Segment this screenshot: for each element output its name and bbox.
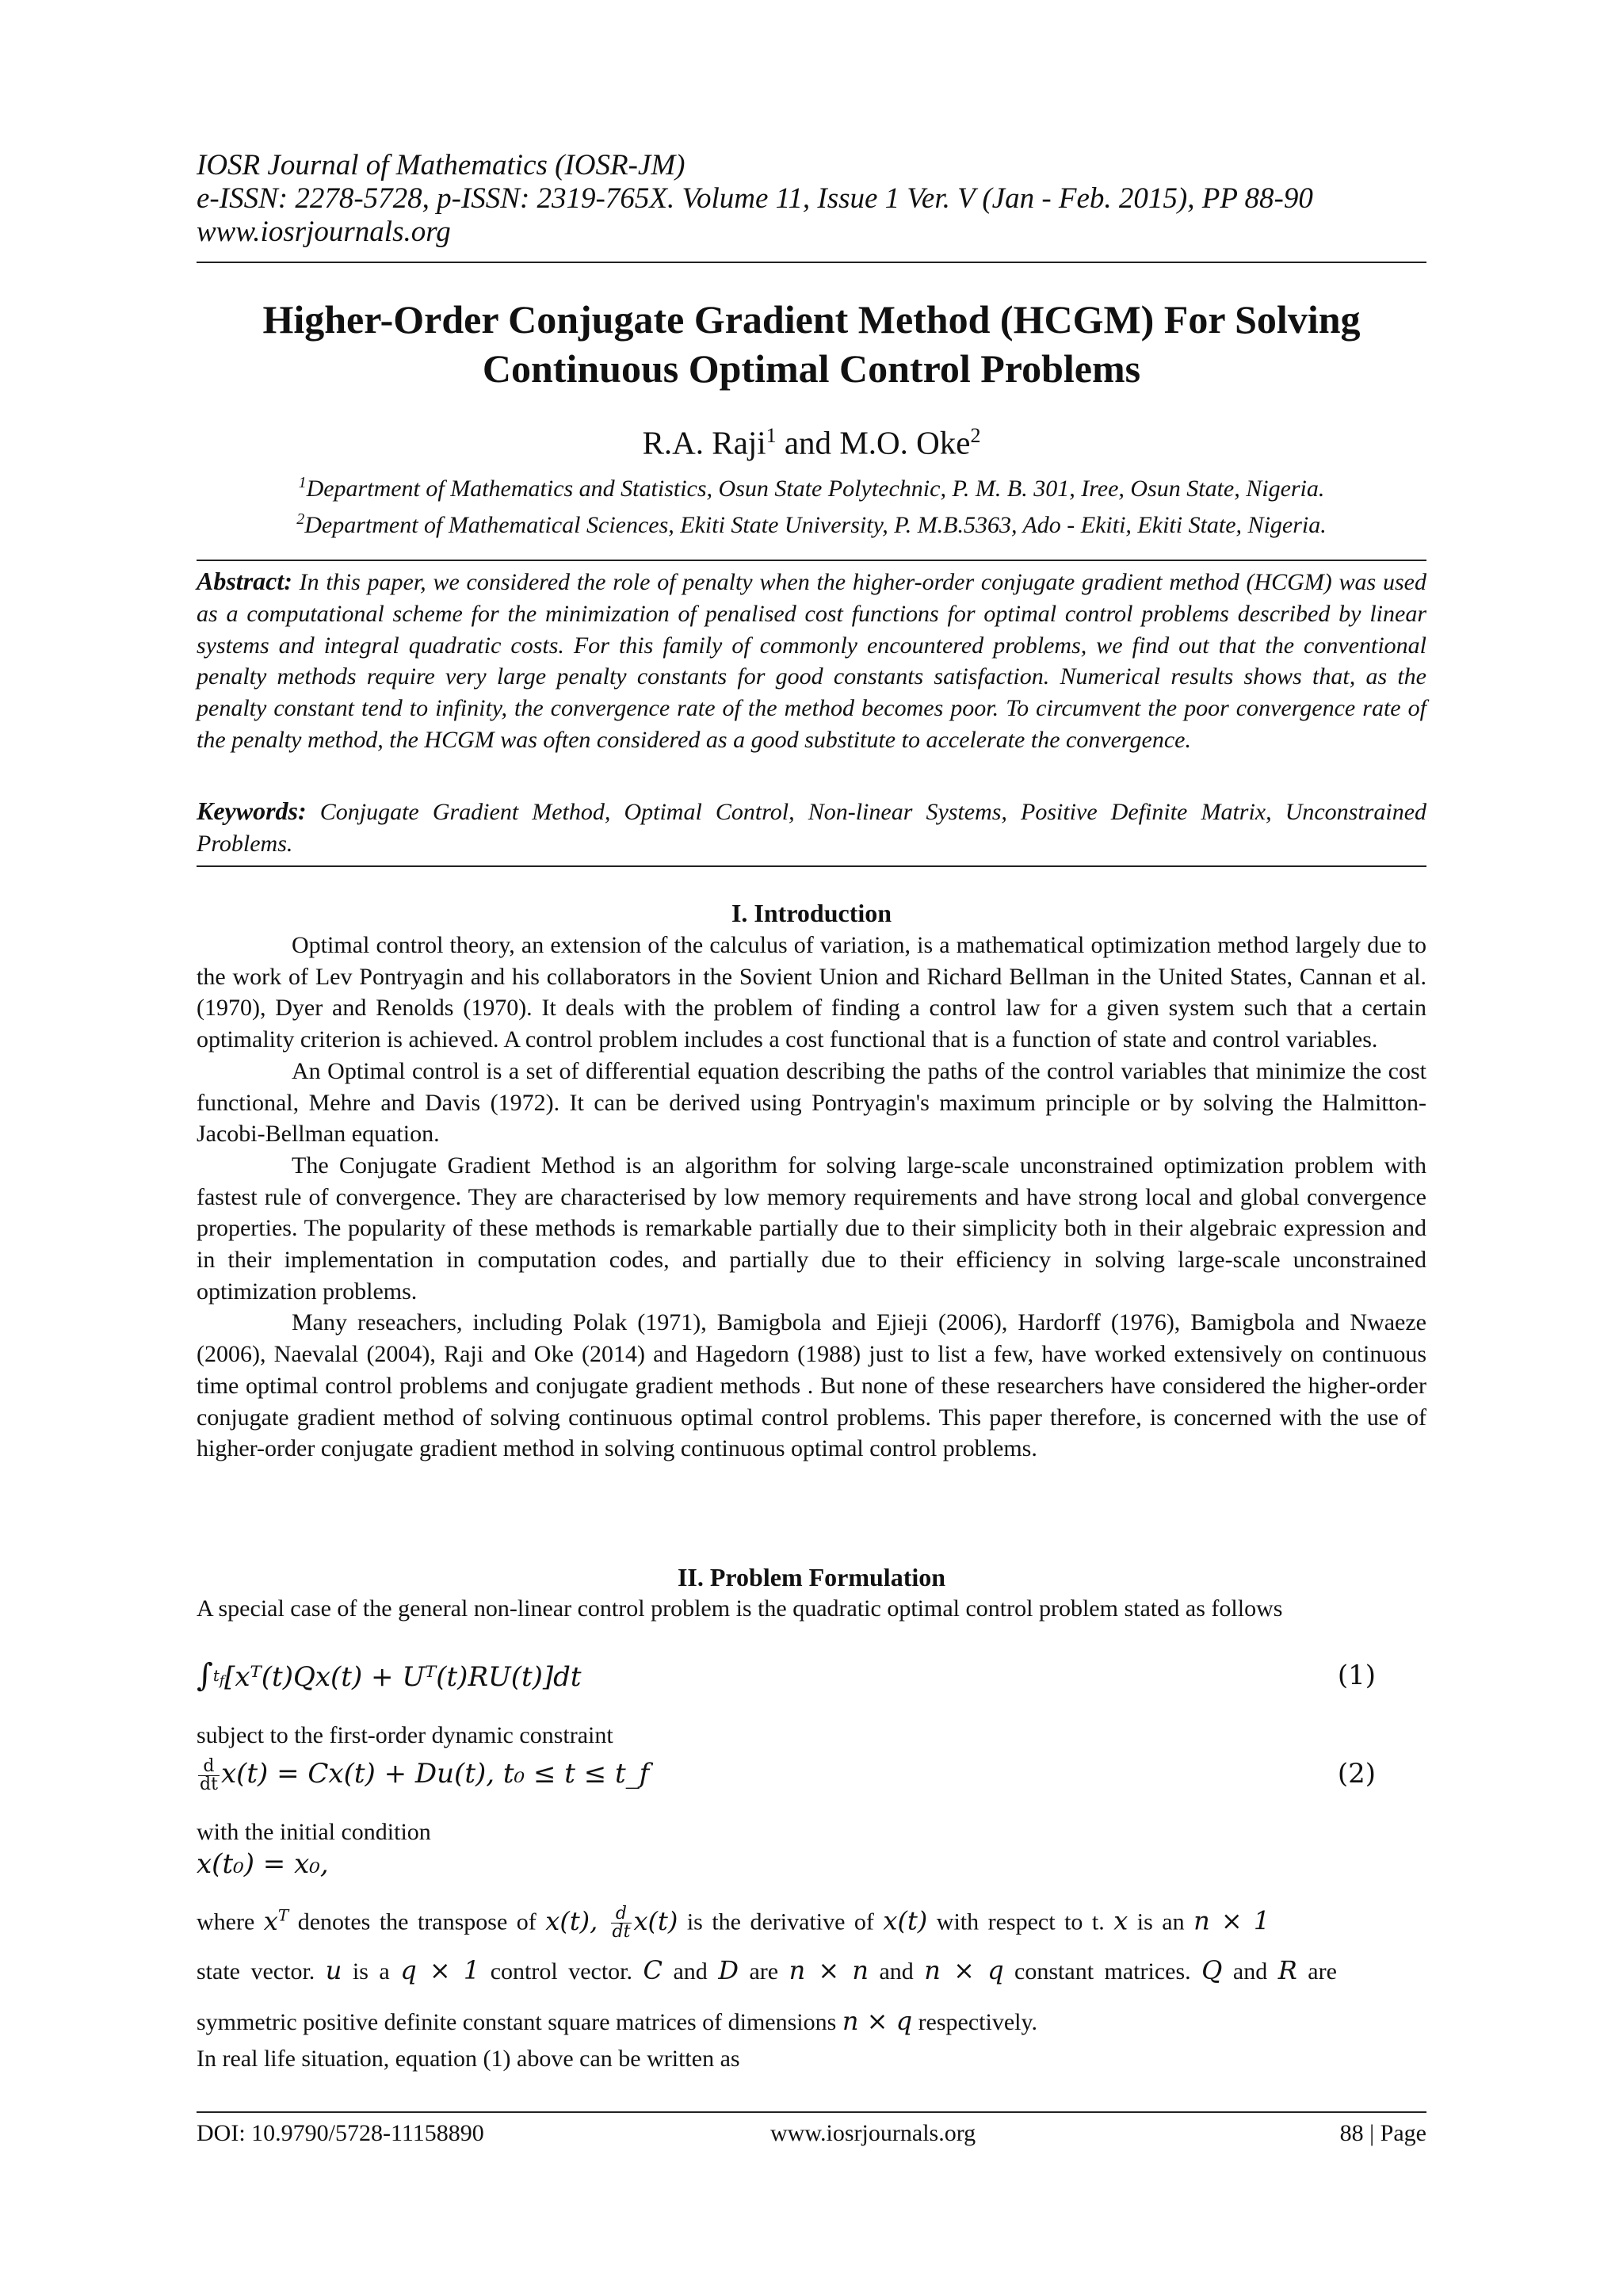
intro-paragraph-3: The Conjugate Gradient Method is an algorithm for solving large-scale unconstrained optimization problem with fastest rule of convergence. They are characterised by low memory requirements and have strong local and global convergence properties. The popularity of these methods is remarkable partially due to their simplicity both in their algebraic expression and in their implementation in computation codes, and partially due to their efficiency in solving large-scale unconstrained optimization problems. [197,1152,1426,1305]
math-C: C [643,1955,663,1985]
footer-page-number: 88 | Page [1339,2120,1426,2146]
state-vector-line [197,1954,1426,1988]
journal-header [197,149,1426,249]
where-text-5: is an [1136,1908,1185,1935]
where-text-4: with respect to t. [936,1908,1105,1935]
state-text-9: are [1308,1958,1337,1985]
paper-title [197,295,1426,393]
math-D: D [718,1955,739,1985]
math-u: u [325,1955,342,1985]
affiliation-2-text: Department of Mathematical Sciences, Ekiti State University, P. M.B.5363, Ado - Ekiti, Ekiti State, Nigeria. [304,512,1327,538]
symmetric-text-2: respectively. [918,2009,1038,2035]
state-text-1: state vector. [197,1958,315,1985]
affiliation-1-text: Department of Mathematics and Statistics, Osun State Polytechnic, P. M. B. 301, Iree, Osun State, Nigeria. [306,476,1325,502]
affiliation-2-sup: 2 [296,510,305,528]
state-text-7: constant matrices. [1014,1958,1191,1985]
section-1-body [197,930,1426,1465]
equation-3 [197,1847,1426,1881]
integral-limits: tf [212,1666,225,1688]
state-text-8: and [1232,1958,1268,1985]
where-line [197,1899,1426,1941]
header-rule [197,262,1426,263]
equation-2-number: (2) [1337,1758,1376,1790]
symmetric-line [197,2005,1426,2038]
equation-1-body: [xᵀ(t)Qx(t) + Uᵀ(t)RU(t)]dt [224,1661,582,1693]
affiliation-1 [197,468,1426,504]
problem-intro: A special case of the general non-linear control problem is the quadratic optimal control problem stated as follows [197,1595,1283,1622]
where-text-3: is the derivative of [686,1908,874,1935]
title-line-1: Higher-Order Conjugate Gradient Method (HCGM) For Solving [262,297,1361,342]
state-text-2: is a [352,1958,390,1985]
abstract-top-rule [197,560,1426,561]
math-x: x [1113,1905,1128,1936]
section-1-heading: I. Introduction [731,899,892,927]
author-2-sup: 2 [970,424,981,447]
affiliation-2 [197,504,1426,541]
state-text-4: and [673,1958,708,1985]
equation-1 [197,1658,1426,1698]
author-line [197,417,1426,462]
math-n-by-1: n × 1 [1193,1905,1270,1936]
symmetric-text-1: symmetric positive definite constant square matrices of dimensions [197,2009,837,2035]
keywords-label: Keywords: [197,797,307,825]
author-1: R.A. Raji [642,424,766,461]
abstract [197,566,1426,756]
math-xt: x(t) [883,1905,928,1936]
math-xt-ddt: x(t), $\frac{d}{dt}$ x(t) [545,1903,678,1942]
affiliations [197,468,1426,541]
where-text-2: denotes the transpose of [297,1908,537,1935]
abstract-text: In this paper, we considered the role of penalty when the higher-order conjugate gradient method (HCGM) was used as a computational scheme for the minimization of penalised cost functions for optimal control problems described by linear systems and integral quadratic costs. For this family of commonly encountered problems, we find out that the conventional penalty methods require very large penalty constants for good constants satisfaction. Numerical results shows that, as the penalty constant tend to infinity, the convergence rate of the method becomes poor. To circumvent the poor convergence rate of the penalty method, the HCGM was often considered as a good substitute to accelerate the convergence. [197,569,1426,753]
section-2-heading: II. Problem Formulation [677,1563,946,1591]
author-1-sup: 1 [766,424,777,447]
math-n-by-n: n × n [789,1955,869,1985]
journal-issn: e-ISSN: 2278-5728, p-ISSN: 2319-765X. Volume 11, Issue 1 Ver. V (Jan - Feb. 2015), PP 88-90 [197,182,1313,215]
math-Q: Q [1201,1955,1223,1985]
math-q-by-1: q × 1 [400,1955,480,1985]
derivative-operator: $\frac{d}{dt}$ [200,1755,218,1794]
abstract-label: Abstract: [197,567,292,595]
state-text-5: are [749,1958,779,1985]
journal-name: IOSR Journal of Mathematics (IOSR-JM) [197,149,685,181]
equation-3-body: x(t₀) = x₀, [197,1848,329,1880]
math-n-by-q-2: n × q [842,2006,913,2036]
keywords [197,796,1426,860]
footer-website: www.iosrjournals.org [770,2120,976,2146]
keywords-text: Conjugate Gradient Method, Optimal Control, Non-linear Systems, Positive Definite Matrix, Unconstrained Problems. [197,799,1427,857]
intro-paragraph-1: Optimal control theory, an extension of the calculus of variation, is a mathematical optimization method largely due to the work of Lev Pontryagin and his collaborators in the Sovient Union and Richard Bellman in the United States, Cannan et al. (1970), Dyer and Renolds (1970). It deals with the problem of finding a control law for a given system such that a certain optimality criterion is achieved. A control problem includes a cost functional that is a function of state and control variables. [197,932,1426,1053]
state-text-6: and [879,1958,914,1985]
intro-paragraph-2: An Optimal control is a set of differential equation describing the paths of the control variables that minimize the cost functional, Mehre and Davis (1972). It can be derived using Pontryagin's maximum principle or by solving the Halmitton-Jacobi-Bellman equation. [197,1057,1426,1148]
equation-2-body: x(t) = Cx(t) + Du(t), t₀ ≤ t ≤ t_f [220,1758,650,1790]
initial-condition-text: with the initial condition [197,1819,431,1845]
real-life-line: In real life situation, equation (1) above can be written as [197,2046,740,2072]
author-conj: and [784,424,832,461]
affiliation-1-sup: 1 [298,474,307,491]
footer-doi: DOI: 10.9790/5728-11158890 [197,2120,484,2146]
keywords-bottom-rule [197,865,1426,867]
intro-paragraph-4: Many reseachers, including Polak (1971), Bamigbola and Ejieji (2006), Hardorff (1976), Bamigbola and Nwaeze (2006), Naevalal (2004), Raji and Oke (2014) and Hagedorn (1988) just to list a few, have worked extensively on continuous time optimal control problems and conjugate gradient methods . But none of these researchers have considered the higher-order conjugate gradient method of solving continuous optimal control problems. This paper therefore, is concerned with the use of higher-order conjugate gradient method in solving continuous optimal control problems. [197,1309,1426,1462]
math-R: R [1277,1955,1297,1985]
equation-2 [197,1756,1426,1794]
math-n-by-q: n × q [924,1955,1004,1985]
footer-rule [197,2111,1426,2113]
math-xT: $x^T$ [263,1905,289,1936]
journal-website: www.iosrjournals.org [197,216,451,248]
integral-symbol: ∫ [197,1657,213,1694]
equation-1-number: (1) [1337,1660,1376,1691]
dynamic-constraint-text: subject to the first-order dynamic constraint [197,1722,613,1748]
where-text-1: where [197,1908,255,1935]
author-2: M.O. Oke [839,424,971,461]
title-line-2: Continuous Optimal Control Problems [482,346,1141,391]
state-text-3: control vector. [490,1958,632,1985]
